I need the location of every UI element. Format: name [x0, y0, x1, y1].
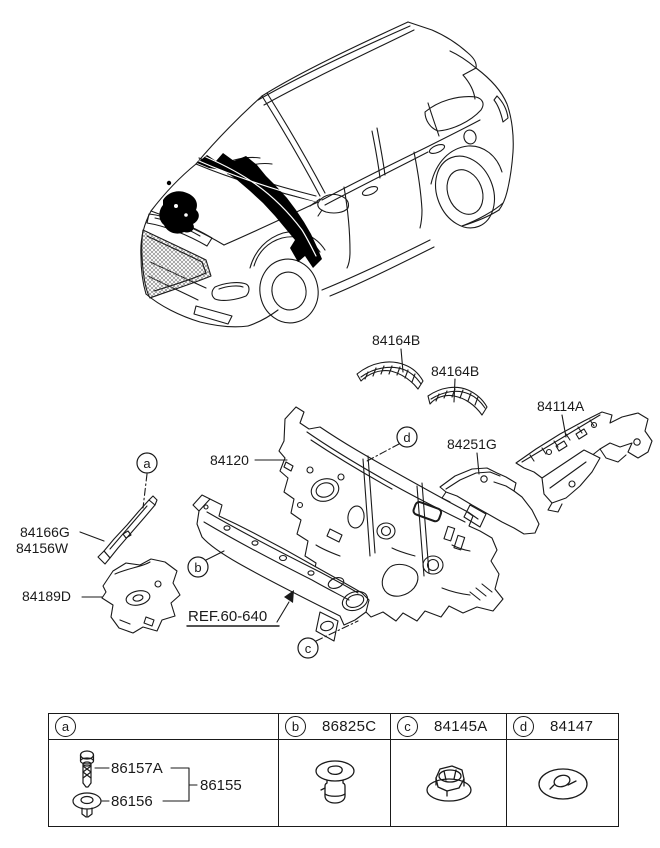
grommet-part-label: 86156	[111, 793, 153, 810]
table-header-b	[279, 714, 391, 740]
table-cell-b	[279, 740, 391, 826]
grommet-icon	[73, 793, 101, 817]
rear-wheel	[425, 147, 505, 237]
grille	[142, 230, 211, 298]
cell-a-graphic	[49, 740, 277, 825]
part-cowl-pad-84114a	[516, 412, 652, 512]
callout-a-letter: a	[143, 456, 151, 471]
fastener-table	[48, 713, 619, 827]
label-84164b-2: 84164B	[431, 363, 480, 379]
table-partno-c: 84145A	[434, 718, 488, 735]
label-ref-60-640: REF.60-640	[188, 608, 268, 625]
fog-lamp	[212, 283, 249, 301]
callout-d	[397, 427, 417, 447]
flange-nut-icon	[423, 758, 475, 808]
part-fender-pad-84189d	[102, 559, 180, 633]
label-84120: 84120	[210, 452, 249, 468]
label-84114a: 84114A	[537, 398, 585, 414]
table-callout-b: b	[285, 716, 306, 737]
table-cell-a	[49, 740, 279, 826]
callout-d-letter: d	[403, 430, 411, 445]
table-callout-a: a	[55, 716, 76, 737]
front-door-handle	[361, 185, 378, 197]
callout-b-letter: b	[194, 560, 202, 575]
label-84189d: 84189D	[22, 588, 72, 604]
callout-c-letter: c	[304, 641, 312, 656]
assembly-part-label: 86155	[200, 777, 242, 794]
callout-c	[298, 638, 318, 658]
push-pin-icon	[81, 751, 94, 787]
ref-arrowhead	[284, 590, 294, 603]
table-header-a	[49, 714, 279, 740]
callout-a	[137, 453, 157, 473]
screw-grommet-icon	[309, 758, 361, 808]
car-illustration	[141, 22, 513, 328]
label-84164b-1: 84164B	[372, 332, 421, 348]
part-hood-strip-1	[357, 362, 423, 389]
table-header-c	[391, 714, 507, 740]
retainer-washer-icon	[537, 758, 589, 808]
label-84156w: 84156W	[16, 540, 69, 556]
pin-part-label: 86157A	[111, 760, 163, 777]
label-84166g: 84166G	[20, 524, 70, 540]
table-callout-d: d	[513, 716, 534, 737]
fuel-door	[462, 129, 477, 146]
table-callout-c: c	[397, 716, 418, 737]
table-partno-d: 84147	[550, 718, 594, 735]
table-cell-c	[391, 740, 507, 826]
table-partno-b: 86825C	[322, 718, 377, 735]
callout-b	[188, 557, 208, 577]
table-header-d	[507, 714, 618, 740]
part-fender-strip-84166g	[98, 496, 157, 564]
part-hood-strip-2	[428, 387, 487, 415]
label-84251g: 84251G	[447, 436, 497, 452]
table-cell-d	[507, 740, 618, 826]
